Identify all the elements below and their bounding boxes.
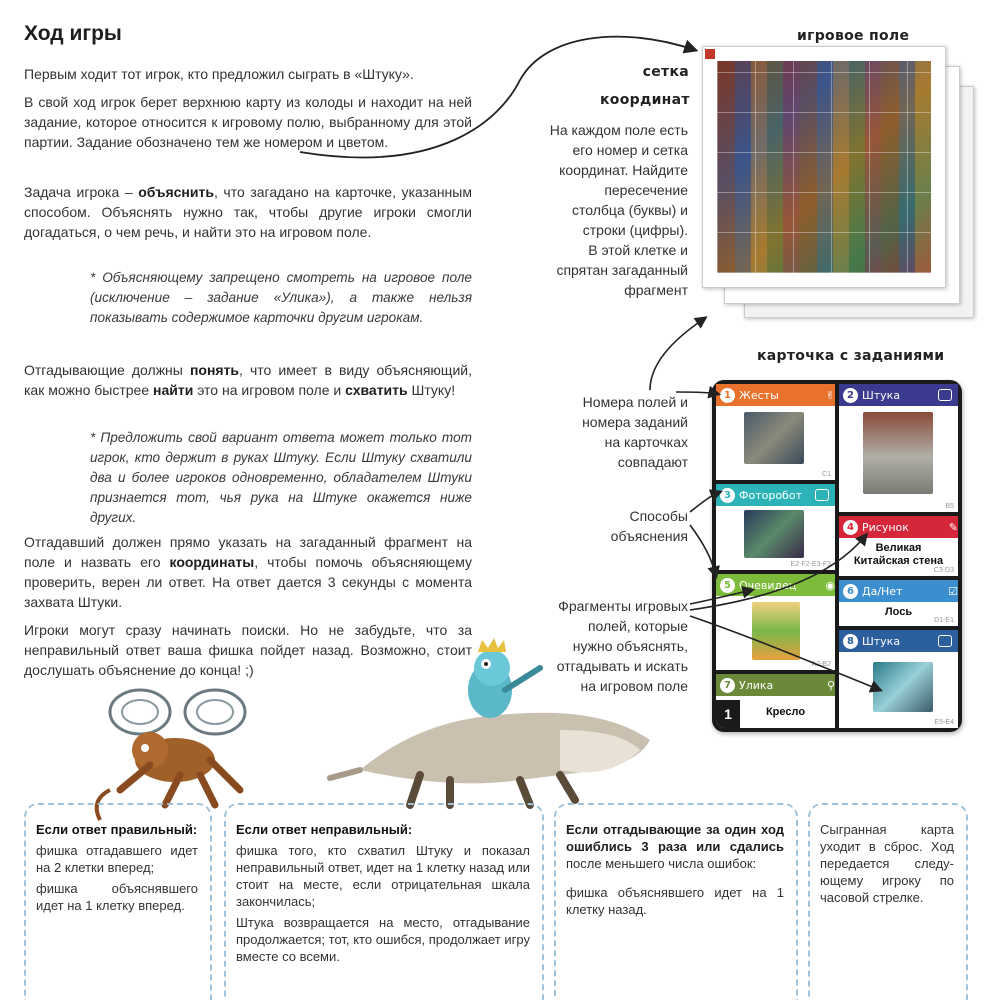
task-number: 6 bbox=[843, 584, 858, 599]
box-heading: Если ответ правильный: bbox=[36, 822, 198, 837]
box-text: фишка отгадавшего идет на 2 клетки вперед; bbox=[36, 843, 198, 875]
task-method: Штука bbox=[862, 634, 901, 648]
card-corner-number: 1 bbox=[716, 700, 740, 728]
box-heading: Если ответ неправильный: bbox=[236, 822, 413, 837]
paragraph-task: Задача игрока – объяснить, что загадано на карточке, указанным способом. Объяснять нужно так, чтобы другие игроки смогли догадаться, о чем речь, и найти это на игровом поле. bbox=[24, 184, 472, 240]
paragraph-guessers: Отгадывающие должны понять, что имеет в виду объясняющий, как можно быстрее найти это на игровом поле и схватить Штуку! bbox=[24, 362, 472, 398]
card-task-7 bbox=[716, 674, 835, 728]
paragraph-coordinates: Отгадавший должен прямо указать на загаданный фрагмент на поле и назвать его координаты, чтобы помочь объясняющему проверить, верен ли ответ. На ответ дается 3 секунды с момента захвата Штуки. bbox=[24, 534, 472, 610]
box-heading: Если отгадывающие за один ход ошиблись 3 раза или сдались после меньшего числа ошибок: bbox=[566, 822, 784, 871]
task-header bbox=[716, 484, 835, 506]
task-card bbox=[712, 380, 962, 732]
task-header bbox=[716, 384, 835, 406]
task-word: Китайская стена bbox=[853, 555, 944, 567]
fragments-description: Фрагменты игровых полей, которые нужно объяснять, отгадывать и искать на игровом поле bbox=[556, 598, 688, 694]
task-method: Очевидец bbox=[739, 578, 797, 592]
grid-description: На каждом поле есть его номер и сетка координат. Найдите пересечение столбца (буквы) и строки (цифры). В этой клетке и спрятан загаданный фрагмент bbox=[549, 122, 688, 298]
task-header bbox=[716, 574, 835, 596]
pencil-icon: ✎ bbox=[948, 520, 958, 534]
task-number: 8 bbox=[843, 634, 858, 649]
coordinate-code: D1-E1 bbox=[934, 617, 954, 624]
coordinate-grid bbox=[717, 61, 931, 273]
task-number: 1 bbox=[720, 388, 735, 403]
task-number: 4 bbox=[843, 520, 858, 535]
box-text: фишка объяснявшего идет на 1 клетку вперед. bbox=[36, 881, 198, 913]
task-header bbox=[716, 674, 835, 696]
task-header bbox=[839, 580, 958, 602]
note-answer: * Предложить свой вариант ответа может только тот игрок, кто держит в руках Штуку. Если Штуку схватили два и более игроков одновременно, обладателем Штуки признается тот, чья рука на Штуке окажется ниже других. bbox=[90, 430, 472, 525]
task-method: Рисунок bbox=[862, 520, 909, 534]
photo-frame-icon bbox=[815, 489, 829, 501]
grid-label-1: сетка bbox=[642, 64, 689, 80]
box-three-mistakes bbox=[554, 803, 798, 1000]
task-word: Великая bbox=[875, 542, 922, 554]
fragment-image bbox=[744, 510, 804, 558]
box-wrong-answer bbox=[224, 803, 544, 1000]
coordinate-code: A2-B2 bbox=[811, 661, 831, 668]
card-task-1 bbox=[716, 384, 835, 480]
winged-monkey-illustration bbox=[97, 690, 245, 820]
fragment-image bbox=[873, 662, 933, 712]
magnifier-icon: ⚲ bbox=[826, 678, 835, 692]
card-task-8 bbox=[839, 630, 958, 728]
card-task-2 bbox=[839, 384, 958, 512]
card-task-4 bbox=[839, 516, 958, 576]
eye-icon: ◉ bbox=[825, 578, 835, 592]
task-number: 3 bbox=[720, 488, 735, 503]
speech-icon bbox=[938, 389, 952, 401]
box-text: Штука возвращается на место, отгадывание продолжается; тот, кто ошибся, продолжает игру вместе со всеми. bbox=[236, 915, 530, 964]
task-method: Улика bbox=[739, 678, 774, 692]
hand-icon: ✌ bbox=[825, 388, 835, 402]
card-task-6 bbox=[839, 580, 958, 626]
grid-label-2: координат bbox=[600, 92, 690, 108]
box-text: фишка того, кто схватил Штуку и показал неправильный ответ, идет на 1 клетку назад или стоит на месте, если отрицательная шкала закончилась; bbox=[236, 843, 530, 909]
box-text: Сыгранная карта уходит в сброс. Ход передается следу-ющему игроку по часовой стрелке. bbox=[820, 822, 954, 905]
card-label: карточка с заданиями bbox=[757, 348, 945, 364]
numbers-description: Номера полей и номера заданий на карточках совпадают bbox=[582, 394, 688, 470]
card-task-5 bbox=[716, 574, 835, 670]
box-text: фишка объяснявшего идет на 1 клетку назад. bbox=[566, 885, 784, 917]
paragraph-turn: В свой ход игрок берет верхнюю карту из колоды и находит на ней задание, которое относится к игровому полю, выбранному для этой партии. Задание обозначено тем же номером и цветом. bbox=[24, 94, 472, 150]
task-word: Лось bbox=[884, 606, 913, 618]
page-title: Ход игры bbox=[24, 22, 122, 45]
task-method: Фоторобот bbox=[739, 488, 802, 502]
coordinate-code: C1 bbox=[822, 471, 831, 478]
task-number: 2 bbox=[843, 388, 858, 403]
fragment-image bbox=[752, 602, 800, 660]
task-number: 5 bbox=[720, 578, 735, 593]
board-label: игровое поле bbox=[797, 28, 910, 44]
task-method: Да/Нет bbox=[862, 584, 903, 598]
task-header bbox=[839, 384, 958, 406]
coordinate-code: B5 bbox=[945, 503, 954, 510]
checkbox-icon: ☑ bbox=[948, 584, 958, 598]
board-number-marker bbox=[705, 49, 715, 59]
arrow-to-board-number bbox=[650, 318, 705, 390]
card-task-3 bbox=[716, 484, 835, 570]
paragraph-first-move: Первым ходит тот игрок, кто предложил сыграть в «Штуку». bbox=[24, 66, 414, 82]
task-header bbox=[839, 630, 958, 652]
task-number: 7 bbox=[720, 678, 735, 693]
coordinate-code: E5-E4 bbox=[934, 719, 954, 726]
coordinate-code: C3-D3 bbox=[933, 567, 954, 574]
fragment-image bbox=[744, 412, 804, 464]
note-explainer: * Объясняющему запрещено смотреть на игровое поле (исключение – задание «Улика»), а также нельзя показывать содержимое карточки другим игрокам. bbox=[90, 270, 472, 325]
task-method: Жесты bbox=[739, 388, 779, 402]
speech-icon bbox=[938, 635, 952, 647]
coordinate-code: E2-F2-E3-F3 bbox=[790, 561, 831, 568]
methods-description: Способы объяснения bbox=[610, 508, 688, 544]
task-word: Кресло bbox=[765, 706, 806, 718]
task-method: Штука bbox=[862, 388, 901, 402]
task-header bbox=[839, 516, 958, 538]
box-correct-answer bbox=[24, 803, 212, 1000]
box-card-discard bbox=[808, 803, 968, 1000]
paragraph-search: Игроки могут сразу начинать поиски. Но не забудьте, что за неправильный ответ ваша фишка пойдет назад. Возможно, стоит дослушать объяснение до конца! ;) bbox=[24, 622, 472, 678]
fragment-image bbox=[863, 412, 933, 494]
